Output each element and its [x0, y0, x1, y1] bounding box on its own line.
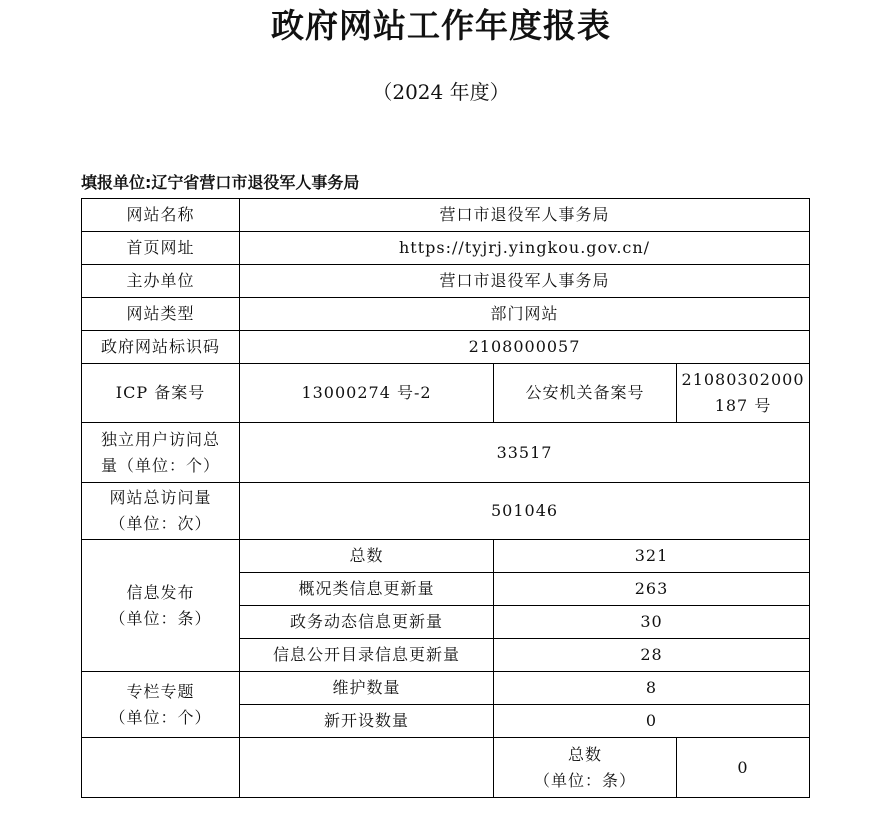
table-row	[82, 540, 810, 573]
info-item-label: 概况类信息更新量	[240, 573, 494, 606]
columns-item-value: 8	[494, 672, 810, 705]
unique-visitors-label-line1: 独立用户访问总	[100, 429, 220, 449]
columns-item-value: 0	[494, 705, 810, 738]
columns-label	[82, 672, 240, 738]
total-label-line2: （单位：条）	[533, 770, 636, 790]
police-record-value-line1: 21080302000	[681, 370, 805, 389]
site-code-label: 政府网站标识码	[82, 331, 240, 364]
report-year: （2024 年度）	[372, 80, 510, 104]
police-record-value-line2: 187 号	[714, 396, 772, 415]
page-views-label-line2: （单位：次）	[109, 514, 212, 533]
site-type-value: 部门网站	[240, 298, 810, 331]
site-type-label: 网站类型	[82, 298, 240, 331]
table-row	[82, 364, 810, 423]
homepage-url-value: https://tyjrj.yingkou.gov.cn/	[240, 232, 810, 265]
info-publish-label-line2: （单位：条）	[109, 608, 212, 628]
info-item-label: 政务动态信息更新量	[240, 606, 494, 639]
table-row	[82, 672, 810, 705]
info-item-value: 30	[494, 606, 810, 639]
table-row	[82, 423, 810, 483]
info-item-label: 信息公开目录信息更新量	[240, 639, 494, 672]
total-value: 0	[677, 738, 810, 798]
report-table	[81, 198, 810, 798]
blank-cell	[240, 738, 494, 798]
table-row	[82, 232, 810, 265]
homepage-url-label: 首页网址	[82, 232, 240, 265]
page-views-label-line1: 网站总访问量	[109, 488, 212, 507]
report-title: 政府网站工作年度报表	[271, 6, 611, 45]
site-name-label: 网站名称	[82, 199, 240, 232]
blank-cell	[82, 738, 240, 798]
columns-label-line1: 专栏专题	[126, 681, 195, 701]
info-item-value: 263	[494, 573, 810, 606]
unique-visitors-value: 33517	[240, 423, 810, 483]
table-row	[82, 265, 810, 298]
sponsor-value: 营口市退役军人事务局	[240, 265, 810, 298]
table-row	[82, 199, 810, 232]
unique-visitors-label-line2: 量（单位：个）	[100, 455, 220, 475]
site-name-value: 营口市退役军人事务局	[240, 199, 810, 232]
info-item-value: 28	[494, 639, 810, 672]
info-item-value: 321	[494, 540, 810, 573]
table-row	[82, 483, 810, 540]
page-views-label	[82, 483, 240, 540]
total-label-line1: 总数	[567, 744, 602, 764]
police-record-value	[677, 364, 810, 423]
info-publish-label-line1: 信息发布	[126, 582, 195, 602]
sponsor-label: 主办单位	[82, 265, 240, 298]
page-views-value: 501046	[240, 483, 810, 540]
police-record-label: 公安机关备案号	[494, 364, 677, 423]
total-label	[494, 738, 677, 798]
site-code-value: 2108000057	[240, 331, 810, 364]
icp-label: ICP 备案号	[82, 364, 240, 423]
table-row	[82, 738, 810, 798]
unique-visitors-label	[82, 423, 240, 483]
reporting-unit: 填报单位:辽宁省营口市退役军人事务局	[81, 173, 360, 192]
columns-label-line2: （单位：个）	[109, 707, 212, 727]
table-row	[82, 298, 810, 331]
columns-item-label: 维护数量	[240, 672, 494, 705]
columns-item-label: 新开设数量	[240, 705, 494, 738]
table-row	[82, 331, 810, 364]
info-publish-label	[82, 540, 240, 672]
info-item-label: 总数	[240, 540, 494, 573]
icp-value: 13000274 号-2	[240, 364, 494, 423]
